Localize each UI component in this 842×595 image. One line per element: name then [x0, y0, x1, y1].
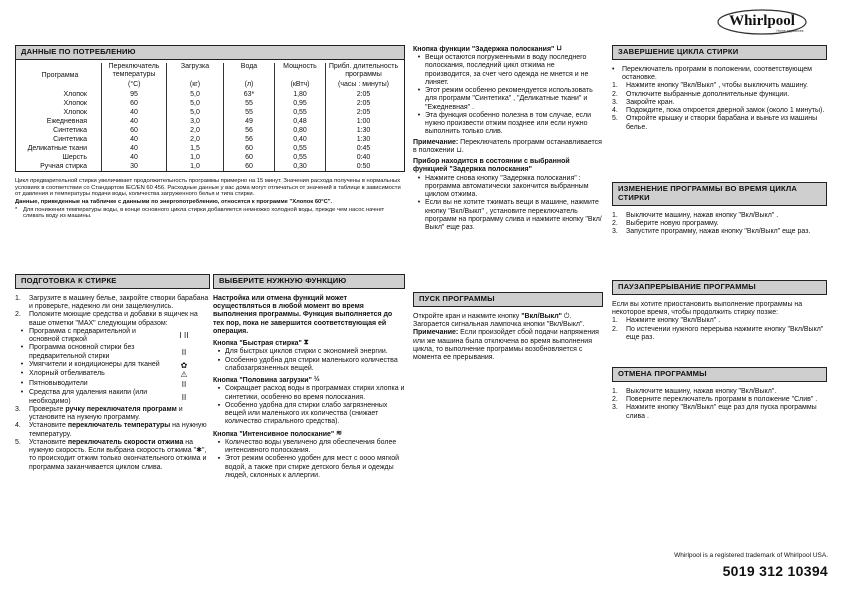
- row-value: 56: [224, 135, 275, 144]
- row-value: 40: [102, 117, 167, 126]
- row-program: Шерсть: [62, 153, 87, 161]
- consumption-row: [19, 153, 401, 162]
- no-spin-icon: ✱: [196, 447, 202, 455]
- bullet-text: Сокращает расход воды в программах стирки хлопка и синтетики, особенно во время полоскания.: [225, 385, 405, 401]
- bullet-text: Этот режим особенно рекомендуется использовать для программ "Синтетика" , "Деликатные ткани" и "Ежедневная" .: [425, 87, 593, 111]
- col-temp: Переключатель температуры: [102, 63, 167, 80]
- step-text: Закройте кран.: [626, 98, 675, 106]
- row-value: 95: [102, 90, 167, 99]
- bullet-item: • Этот режим особенно рекомендуется использовать для программ "Синтетика" , "Деликатные ткани" и "Ежедневная" .: [413, 87, 603, 112]
- step-text: Запустите программу, нажав кнопку "Вкл/Выкл" еще раз.: [626, 228, 811, 236]
- row-value: 0,48: [275, 117, 326, 126]
- consumption-row: [19, 99, 401, 108]
- bullet-text: Нажмите снова кнопку "Задержка полоскания" : программа автоматически закончится выбранным циклом отжима.: [425, 174, 589, 199]
- row-value: 2,0: [167, 135, 224, 144]
- row-value: 0,30: [275, 162, 326, 171]
- row-value: 60: [224, 153, 275, 162]
- row-program: Хлопок: [63, 99, 87, 107]
- bullet-text: Этот режим особенно удобен для мест с оооо мягкой водой, а также при стирке детского белья и одежды людей, склонных к аллергии.: [225, 455, 400, 479]
- numbered-step: 1. Нажмите кнопку "Вкл/Выкл" , чтобы выключить машину.: [612, 82, 809, 90]
- bullet-item: • Эта функция особенно полезна в том случае, если нужно произвести отжим позднее или если нужно выполнить только слив.: [413, 112, 603, 137]
- col-duration: Прибл. длительность программы: [326, 63, 402, 80]
- start-title: ПУСК ПРОГРАММЫ: [413, 292, 603, 307]
- bullet-item: ▪ Для быстрых циклов стирки с экономией энергии.: [217, 348, 388, 356]
- consumption-box: [15, 60, 405, 172]
- unit-load: (кг): [167, 80, 224, 90]
- row-value: 5,0: [167, 90, 224, 99]
- detergent-label: Пятновыводители: [29, 379, 88, 387]
- detergent-label: Программа с предварительной и основной стиркой: [29, 327, 136, 344]
- step-text: Нажмите кнопку "Вкл/Выкл" , чтобы выключить машину.: [626, 82, 809, 90]
- consumption-row: [19, 144, 401, 153]
- row-value: 1:30: [326, 126, 402, 135]
- consumption-row: [19, 117, 401, 126]
- row-value: 60: [224, 162, 275, 171]
- pause-intro: Если вы хотите приостановить выполнение программы на некоторое время, чтобы продолжить стирку позже:: [612, 300, 803, 317]
- row-value: 0,55: [275, 153, 326, 162]
- intense-rinse-icon: ≋: [336, 429, 343, 437]
- bullet-text: Количество воды увеличено для обеспечения более интенсивного полоскания.: [225, 438, 397, 455]
- row-value: 56: [224, 126, 275, 135]
- numbered-step: 1. Выключите машину, нажав кнопку "Вкл/Выкл".: [612, 387, 777, 395]
- bullet-item: • Нажмите снова кнопку "Задержка полоскания" : программа автоматически закончится выбранным циклом отжима.: [413, 175, 603, 200]
- row-value: 60: [102, 126, 167, 135]
- row-value: 2,0: [167, 126, 224, 135]
- step-text: Нажмите кнопку "Вкл/Выкл" .: [626, 317, 721, 325]
- power-icon: ⏻: [563, 312, 570, 320]
- delay-note: Переключатель программ останавливается в положении: [413, 138, 602, 154]
- function-section: [213, 274, 405, 480]
- compartment-icon: I II: [179, 331, 189, 341]
- consumption-title: ДАННЫЕ ПО ПОТРЕБЛЕНИЮ: [15, 45, 405, 60]
- compartment-icon: II: [181, 392, 187, 402]
- row-value: 60: [102, 99, 167, 108]
- row-value: 60: [224, 144, 275, 153]
- start-text: Откройте кран и нажмите кнопку "Вкл/Выкл" ⏻. Загорается сигнальная лампочка кнопки "Вкл/Выкл".: [413, 312, 585, 329]
- row-value: 1,80: [275, 90, 326, 99]
- bullet-text: Эта функция особенно полезна в том случае, если нужно произвести отжим позднее или если нужно выполнить только слив.: [425, 111, 592, 136]
- numbered-step: 3. Запустите программу, нажав кнопку "Вкл/Выкл" еще раз.: [612, 228, 811, 236]
- consumption-row: [19, 135, 401, 144]
- temp-knob-label: переключатель температуры: [67, 422, 171, 430]
- logo-swirl-icon: [712, 8, 822, 36]
- step-text: Выберите новую программу.: [626, 220, 719, 228]
- row-program: Хлопок: [63, 108, 87, 116]
- consumption-section: [15, 45, 405, 220]
- detergent-item: • Умягчители и кондиционеры для тканей ✿: [15, 361, 210, 370]
- row-value: 40: [102, 108, 167, 117]
- svg-text:Whirlpool: Whirlpool: [729, 13, 795, 29]
- row-value: 1:00: [326, 117, 402, 126]
- function-intro: Настройка или отмена функций может осуществляться в любой момент во время выполнения программы. Функция выполняется до тех пор, пока не завершится соответствующая ей операция.: [213, 294, 393, 335]
- numbered-step: 1. Выключите машину, нажав кнопку "Вкл/Выкл" .: [612, 211, 779, 219]
- row-value: 49: [224, 117, 275, 126]
- numbered-step: 2. Поверните переключатель программ в положение "Слив" .: [612, 396, 818, 404]
- delay-title: Кнопка функции "Задержка полоскания": [413, 45, 555, 53]
- row-value: 1,0: [167, 153, 224, 162]
- step-text: По истечении нужного перерыва нажмите кнопку "Вкл/Выкл" еще раз.: [626, 325, 824, 341]
- numbered-step: 2. По истечении нужного перерыва нажмите кнопку "Вкл/Выкл" еще раз.: [612, 326, 827, 343]
- change-section: [612, 182, 827, 237]
- unit-duration: (часы : минуты): [326, 80, 402, 90]
- row-value: 0,55: [275, 144, 326, 153]
- bullet-item: ▪ Сокращает расход воды в программах стирки хлопка и синтетики, особенно во время полоскания.: [217, 385, 405, 401]
- row-value: 30: [102, 162, 167, 171]
- prep-step-2: Положите моющие средства и добавки в ящичек на ваше отметки "MAX" следующим образом:: [29, 311, 198, 327]
- row-value: 0,80: [275, 126, 326, 135]
- step-text: Отключите выбранные дополнительные функции.: [626, 90, 790, 98]
- quick-wash-title: Кнопка "Быстрая стирка": [213, 340, 302, 348]
- row-value: 40: [102, 153, 167, 162]
- row-value: 40: [102, 135, 167, 144]
- unit-power: (кВтч): [275, 80, 326, 90]
- row-value: 2:05: [326, 90, 402, 99]
- consumption-row: [19, 108, 401, 117]
- cancel-title: ОТМЕНА ПРОГРАММЫ: [612, 367, 827, 382]
- row-program: Ежедневная: [46, 117, 87, 125]
- row-value: 0:40: [326, 153, 402, 162]
- svg-text:Home appliances: Home appliances: [776, 29, 804, 33]
- row-value: 2:05: [326, 99, 402, 108]
- row-value: 0:50: [326, 162, 402, 171]
- detergent-list: [15, 328, 210, 406]
- row-program: Синтетика: [53, 135, 87, 143]
- detergent-label: Средства для удаления накипи (или необходимо): [29, 389, 148, 405]
- consumption-note-2: Данные, приведенные на табличке с данными по энергопотреблению, относятся к программе "Хлопок 60°С".: [15, 198, 333, 205]
- detergent-label: Программа основной стирки без предварительной стирки: [29, 344, 135, 360]
- row-program: Ручная стирка: [40, 162, 87, 170]
- row-value: 2:05: [326, 108, 402, 117]
- cancel-section: [612, 367, 827, 421]
- row-value: 63*: [224, 90, 275, 99]
- program-knob-label: ручку переключателя программ: [65, 405, 177, 413]
- row-value: 3,0: [167, 117, 224, 126]
- consumption-note-3: Для понижения температуры воды, в конце основного цикла стирки добавляется немножко холодной воды, прежде чем насос начнет сливать воду из машины.: [23, 206, 385, 220]
- numbered-step: 1. Нажмите кнопку "Вкл/Выкл" .: [612, 317, 721, 325]
- consumption-row: [19, 126, 401, 135]
- row-value: 40: [102, 144, 167, 153]
- numbered-step: 3. Закройте кран.: [612, 98, 675, 106]
- document-code: 5019 312 10394: [722, 562, 828, 579]
- end-section: ЗАВЕРШЕНИЕ ЦИКЛА СТИРКИ • Переключатель программ в положении, соответствующем остановке. 1. Нажмите кнопку "Вкл/Выкл" , чтобы выключить машину. 2. Отключите выбранные дополнительные функции. 3. Закройте кран. 4. Подождите, пока откроется дверной замок (около 1 минуты). 5. Откройте крышку и створки барабана и выньте из машины белье.: [612, 45, 827, 132]
- row-value: 0,95: [275, 99, 326, 108]
- bullet-item: ▪ Особенно удобна для стирки слабо загрязненных вещей или маленького их количества (снижает количество стирального средства).: [213, 402, 405, 427]
- row-value: 55: [224, 108, 275, 117]
- consumption-note-1: Цикл предварительной стирки увеличивает продолжительность программы примерно на 15 минут. Значения расхода получены в нормальных условиях в соответствии со Стандартом IEC/EN 60 456. Расходные данные у вас дома могут отличаться от значений в таблице в зависимости от давления и температуры подачи воды, количества загруженного белья и типа стирки.: [15, 177, 401, 198]
- consumption-row: [19, 90, 401, 99]
- bullet-item: • Если вы не хотите тжимать вещи в машине, нажмите кнопку "Вкл/Выкл" , установите переключатель программ на программу слива и нажмите кнопку "Вкл/Выкл" еще раз.: [417, 199, 602, 232]
- row-value: 5,0: [167, 108, 224, 117]
- row-value: 1:30: [326, 135, 402, 144]
- prep-step-1: Загрузите в машину белье, закройте створки барабана и проверьте, надежно ли они защелкнулись.: [29, 294, 209, 311]
- step-text: Выключите машину, нажав кнопку "Вкл/Выкл".: [626, 387, 777, 395]
- detergent-item: • Хлорный отбеливатель ⚠: [15, 370, 210, 379]
- bullet-item: ▪ Количество воды увеличено для обеспечения более интенсивного полоскания.: [213, 439, 405, 456]
- row-value: 1,0: [167, 162, 224, 171]
- row-program: Хлопок: [63, 90, 87, 98]
- bullet-item: • Вещи остаются погруженными в воду последнего полоскания, последний цикл отжима не производится, за счет чего одежда не мнется и не линяет.: [413, 54, 603, 87]
- step-text: Откройте крышку и створки барабана и выньте из машины белье.: [626, 115, 818, 131]
- start-note: Если произойдет сбой подачи напряжения или же машина была отключена во время выполнения цикла, то выполнение программы возобновляется с момента ее прерывания.: [413, 329, 599, 362]
- prep-title: ПОДГОТОВКА К СТИРКЕ: [15, 274, 210, 289]
- whirlpool-logo: [712, 8, 822, 36]
- numbered-step: 5. Откройте крышку и створки барабана и выньте из машины белье.: [612, 115, 827, 132]
- numbered-step: 4. Подождите, пока откроется дверной замок (около 1 минуты).: [612, 107, 825, 115]
- bullet-item: ▪ Особенно удобна для стирки маленького количества слабозагрязненных вещей.: [213, 357, 405, 374]
- step-text: Нажмите кнопку "Вкл/Выкл" еще раз для пуска программы слива .: [626, 404, 817, 420]
- bullet-text: Особенно удобна для стирки маленького количества слабозагрязненных вещей.: [225, 356, 398, 372]
- detergent-label: Хлорный отбеливатель: [29, 370, 105, 378]
- row-value: 0,40: [275, 135, 326, 144]
- start-section: ПУСК ПРОГРАММЫ Откройте кран и нажмите кнопку "Вкл/Выкл" ⏻. Загорается сигнальная лампочка кнопки "Вкл/Выкл". Примечание: Если произойдет сбой подачи напряжения или же машина была отключена во время выполнения цикла, то выполнение программы возобновляется с момента ее прерывания.: [413, 292, 603, 362]
- prep-section: ПОДГОТОВКА К СТИРКЕ 1. Загрузите в машину белье, закройте створки барабана и проверьте, надежно ли они защелкнулись. 2. Положите моющие средства и добавки в ящичек на ваше отметки "MAX" следующим образом: • Программа с предварительной и основной стиркой I II • Программа основной стирки без предварительной стирки II • Умягчители и кондиционеры для тканей ✿ • Хлорный отбеливатель ⚠ • Пятновыводители II • Средства для удаления накипи (или необходимо) II 3. Проверьте ручку переключателя программ и установите на нужную программу. 4. Установите переключатель температуры на нужную температуру. 5. Установите переключатель скорости отжима на нужную скорость. Если выбрана скорость отжима "✱", то происходит отжим только окончательного отжима и программа заканчивается циклом слива.: [15, 276, 209, 471]
- detergent-item: • Программа с предварительной и основной стиркой I II: [15, 328, 210, 345]
- consumption-row: [19, 162, 401, 171]
- bullet-text: Для быстрых циклов стирки с экономией энергии.: [225, 348, 388, 356]
- col-power: Мощность: [275, 63, 326, 80]
- change-title: ИЗМЕНЕНИЕ ПРОГРАММЫ ВО ВРЕМЯ ЦИКЛА СТИРКИ: [612, 182, 827, 206]
- device-state-title: Прибор находится в состоянии с выбранной функцией "Задержка полоскания": [413, 158, 570, 174]
- rinse-hold-icon-2: ⊔: [456, 146, 462, 154]
- col-water: Вода: [224, 63, 275, 80]
- spin-knob-label: переключатель скорости отжима: [67, 438, 184, 446]
- detergent-item: • Пятновыводители II: [15, 380, 210, 389]
- bullet-item: ▪ Этот режим особенно удобен для мест с оооо мягкой водой, а также при стирке детского белья и одежды людей, склонных к аллергии.: [213, 455, 405, 480]
- bullet-text: Если вы не хотите тжимать вещи в машине, нажмите кнопку "Вкл/Выкл" , установите переключатель программ на программу слива и нажмите кнопку "Вкл/Выкл" еще раз.: [425, 199, 602, 232]
- footer: [648, 552, 828, 579]
- row-value: 5,0: [167, 99, 224, 108]
- row-value: 0,55: [275, 108, 326, 117]
- quick-wash-icon: ⧗: [303, 339, 309, 347]
- row-program: Синтетика: [53, 126, 87, 134]
- end-intro: Переключатель программ в положении, соответствующем остановке.: [622, 65, 812, 82]
- pause-title: ПАУЗАПРЕРЫВАНИЕ ПРОГРАММЫ: [612, 280, 827, 295]
- half-load-title: Кнопка "Половина загрузки": [213, 377, 312, 385]
- compartment-icon: II: [181, 347, 187, 357]
- row-value: 55: [224, 99, 275, 108]
- detergent-label: Умягчители и кондиционеры для тканей: [29, 360, 160, 368]
- unit-water: (л): [224, 80, 275, 90]
- step-text: Поверните переключатель программ в положение "Слив" .: [626, 396, 818, 404]
- intense-rinse-title: Кнопка "Интенсивное полоскание": [213, 430, 335, 438]
- consumption-table: [19, 63, 401, 171]
- trademark-text: Whirlpool is a registered trademark of Whirlpool USA.: [674, 552, 828, 559]
- bullet-text: Особенно удобна для стирки слабо загрязненных вещей или маленького их количества (снижает количество стирального средства).: [225, 401, 388, 426]
- detergent-item: • Программа основной стирки без предварительной стирки II: [15, 344, 210, 361]
- numbered-step: 3. Нажмите кнопку "Вкл/Выкл" еще раз для пуска программы слива .: [612, 404, 827, 421]
- function-title: ВЫБЕРИТЕ НУЖНУЮ ФУНКЦИЮ: [213, 274, 405, 289]
- numbered-step: 2. Отключите выбранные дополнительные функции.: [612, 90, 790, 98]
- step-text: Подождите, пока откроется дверной замок (около 1 минуты).: [626, 107, 825, 115]
- delay-section: Кнопка функции "Задержка полоскания" ⊔ • Вещи остаются погруженными в воду последнего полоскания, последний цикл отжима не производится, за счет чего одежда не мнется и не линяет. • Этот режим особенно рекомендуется использовать для программ "Синтетика" , "Деликатные ткани" и "Ежедневная" . • Эта функция особенно полезна в том случае, если нужно произвести отжим позднее или если нужно выполнить только слив. Примечание: Переключатель программ останавливается в положении ⊔. Прибор находится в состоянии с выбранной функцией "Задержка полоскания" • Нажмите снова кнопку "Задержка полоскания" : программа автоматически закончится выбранным циклом отжима. • Если вы не хотите тжимать вещи в машине, нажмите кнопку "Вкл/Выкл" , установите переключатель программ на программу слива и нажмите кнопку "Вкл/Выкл" еще раз.: [413, 45, 602, 232]
- row-program: Деликатные ткани: [27, 144, 87, 152]
- detergent-item: • Средства для удаления накипи (или необходимо) II: [15, 389, 210, 406]
- half-load-icon: ½: [313, 376, 320, 384]
- numbered-step: 2. Выберите новую программу.: [612, 220, 719, 228]
- unit-temp: (°C): [102, 80, 167, 90]
- row-value: 1,5: [167, 144, 224, 153]
- bullet-text: Вещи остаются погруженными в воду последнего полоскания, последний цикл отжима не производится, за счет чего одежда не мнется и не линяет.: [425, 54, 589, 86]
- end-title: ЗАВЕРШЕНИЕ ЦИКЛА СТИРКИ: [612, 45, 827, 60]
- pause-section: [612, 280, 827, 342]
- row-value: 0:45: [326, 144, 402, 153]
- compartment-icon: II: [181, 379, 187, 389]
- col-program: Программа: [41, 72, 79, 80]
- rinse-hold-icon: ⊔: [556, 45, 562, 52]
- compartment-icon: ⚠: [180, 370, 188, 380]
- col-load: Загрузка: [167, 63, 224, 80]
- compartment-icon: ✿: [180, 360, 188, 370]
- step-text: Выключите машину, нажав кнопку "Вкл/Выкл" .: [626, 211, 779, 219]
- note-star: *: [15, 206, 18, 213]
